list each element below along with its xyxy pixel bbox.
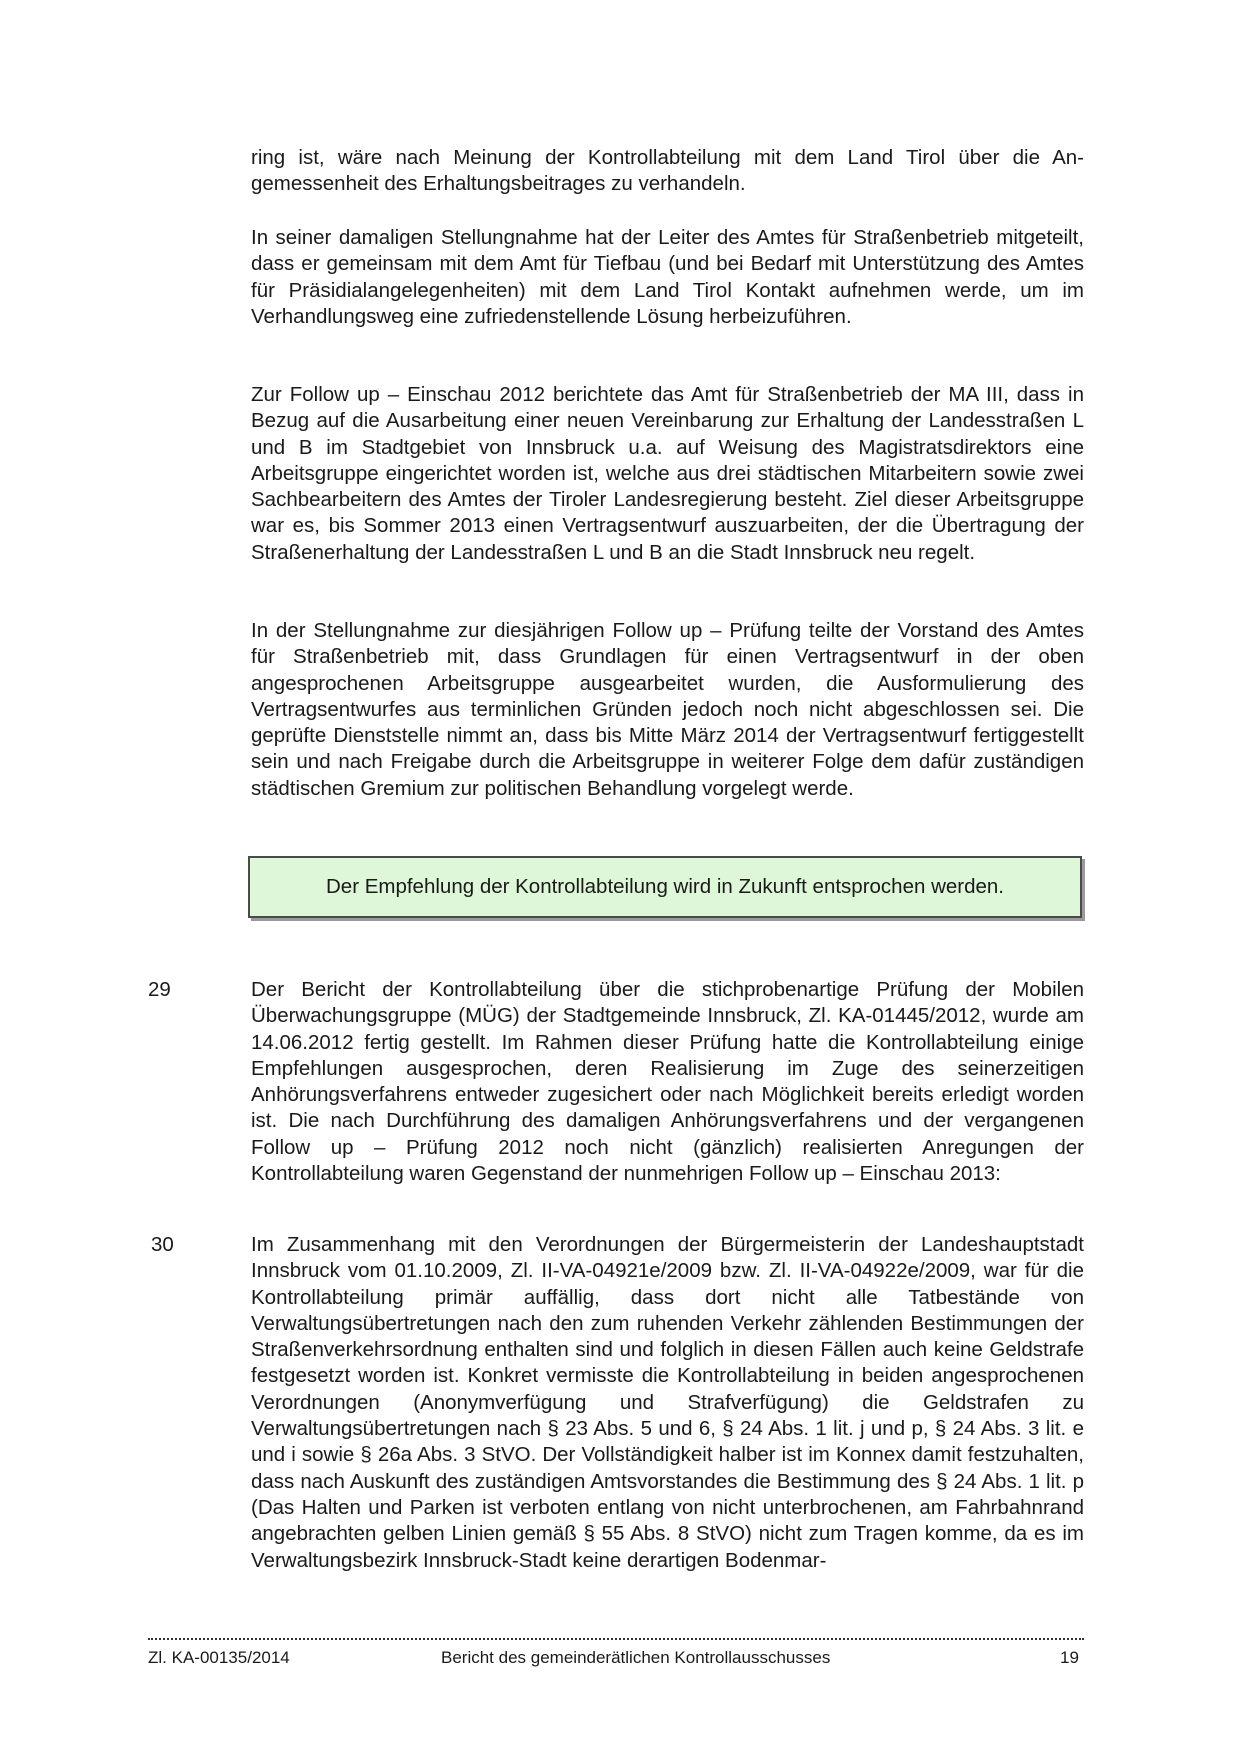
paragraph-1: ring ist, wäre nach Meinung der Kontrollabteilung mit dem Land Tirol über die Angemessenheit des Erhaltungsbeitrages zu verhandeln. (251, 146, 1084, 196)
footer-reference: Zl. KA-00135/2014 (148, 1648, 290, 1667)
paragraph-2: In seiner damaligen Stellungnahme hat der Leiter des Amtes für Straßenbetrieb mitgeteilt, dass er gemeinsam mit dem Amt für Tiefbau (und bei Bedarf mit Unterstützung des Amtes für Präsidialangelegenheiten) mit dem Land Tirol Kontakt aufnehmen werde, um im Verhandlungsweg eine zufriedenstellende Lösung herbeizuführen. (251, 226, 1084, 328)
recommendation-text: Der Empfehlung der Kontrollabteilung wird in Zukunft entsprochen werden. (325, 875, 1005, 898)
footer-title: Bericht des gemeinderätlichen Kontrollausschusses (441, 1648, 831, 1667)
numbered-paragraph-30: Im Zusammenhang mit den Verordnungen der Bürgermeisterin der Landeshauptstadt Innsbruck vom 01.10.2009, Zl. II-VA-04921e/2009 bzw. Zl. II-VA-04922e/2009, war für die Kontrollabteilung primär auffällig, dass dort nicht alle Tatbestände von Verwaltungsübertretungen nach den zum ruhenden Verkehr zählenden Bestimmungen der Straßenverkehrsordnung enthalten sind und folglich in diesen Fällen auch keine Geldstrafe festgesetzt worden ist. Konkret vermisste die Kontrollabteilung in beiden angesprochenen Verordnungen (Anonymverfügung und Strafverfügung) die Geldstrafen zu Verwaltungsübertretungen nach § 23 Abs. 5 und 6, § 24 Abs. 1 lit. j und p, § 24 Abs. 3 lit. e und i sowie § 26a Abs. 3 StVO. Der Vollständigkeit halber ist im Konnex damit festzuhalten, dass nach Auskunft des zuständigen Amtsvorstandes die Bestimmung des § 24 Abs. 1 lit. p (Das Halten und Parken ist verboten entlang von nicht unterbrochenen, am Fahrbahnrand angebrachten gelben Linien gemäß § 55 Abs. 8 StVO) nicht zum Tragen komme, da es im Verwaltungsbezirk Innsbruck-Stadt keine derartigen Bodenmar- (251, 1233, 1084, 1572)
numbered-paragraph-29: Der Bericht der Kontrollabteilung über die stichprobenartige Prüfung der Mobilen Überwachungsgruppe (MÜG) der Stadtgemeinde Innsbruck, Zl. KA-01445/2012, wurde am 14.06.2012 fertig gestellt. Im Rahmen dieser Prüfung hatte die Kontrollabteilung einige Empfehlungen ausgesprochen, deren Realisierung im Zuge des seinerzeitigen Anhörungsverfahrens entweder zugesichert oder nach Möglichkeit bereits erledigt worden ist. Die nach Durchführung des damaligen Anhörungsverfahrens und der vergangenen Follow up – Prüfung 2012 noch nicht (gänzlich) realisierten Anregungen der Kontrollabteilung waren Gegenstand der nunmehrigen Follow up – Einschau 2013: (251, 978, 1084, 1186)
footer-page-number: 19 (1060, 1648, 1079, 1667)
paragraph-3: Zur Follow up – Einschau 2012 berichtete das Amt für Straßenbetrieb der MA III, dass in Bezug auf die Ausarbeitung einer neuen Vereinbarung zur Erhaltung der Landesstraßen L und B im Stadtgebiet von Innsbruck u.a. auf Weisung des Magistratsdirektors eine Arbeitsgruppe eingerichtet worden ist, welche aus drei städtischen Mitarbeitern sowie zwei Sachbearbeitern des Amtes der Tiroler Landesregierung besteht. Ziel dieser Arbeitsgruppe war es, bis Sommer 2013 einen Vertragsentwurf auszuarbeiten, der die Übertragung der Straßenerhaltung der Landesstraßen L und B an die Stadt Innsbruck neu regelt. (251, 383, 1084, 564)
paragraph-number-30: 30 (151, 1233, 174, 1256)
paragraph-4: In der Stellungnahme zur diesjährigen Follow up – Prüfung teilte der Vorstand des Amtes für Straßenbetrieb mit, dass Grundlagen für einen Vertragsentwurf in der oben angesprochenen Arbeitsgruppe ausgearbeitet wurden, die Ausformulierung des Vertragsentwurfes aus terminlichen Gründen jedoch noch nicht abgeschlossen sei. Die geprüfte Dienststelle nimmt an, dass bis Mitte März 2014 der Vertragsentwurf fertiggestellt sein und nach Freigabe durch die Arbeitsgruppe in weiterer Folge dem dafür zuständigen städtischen Gremium zur politischen Behandlung vorgelegt werde. (251, 619, 1084, 800)
recommendation-box (248, 856, 1082, 918)
paragraph-number-29: 29 (148, 978, 171, 1001)
footer-divider (148, 1638, 1084, 1640)
